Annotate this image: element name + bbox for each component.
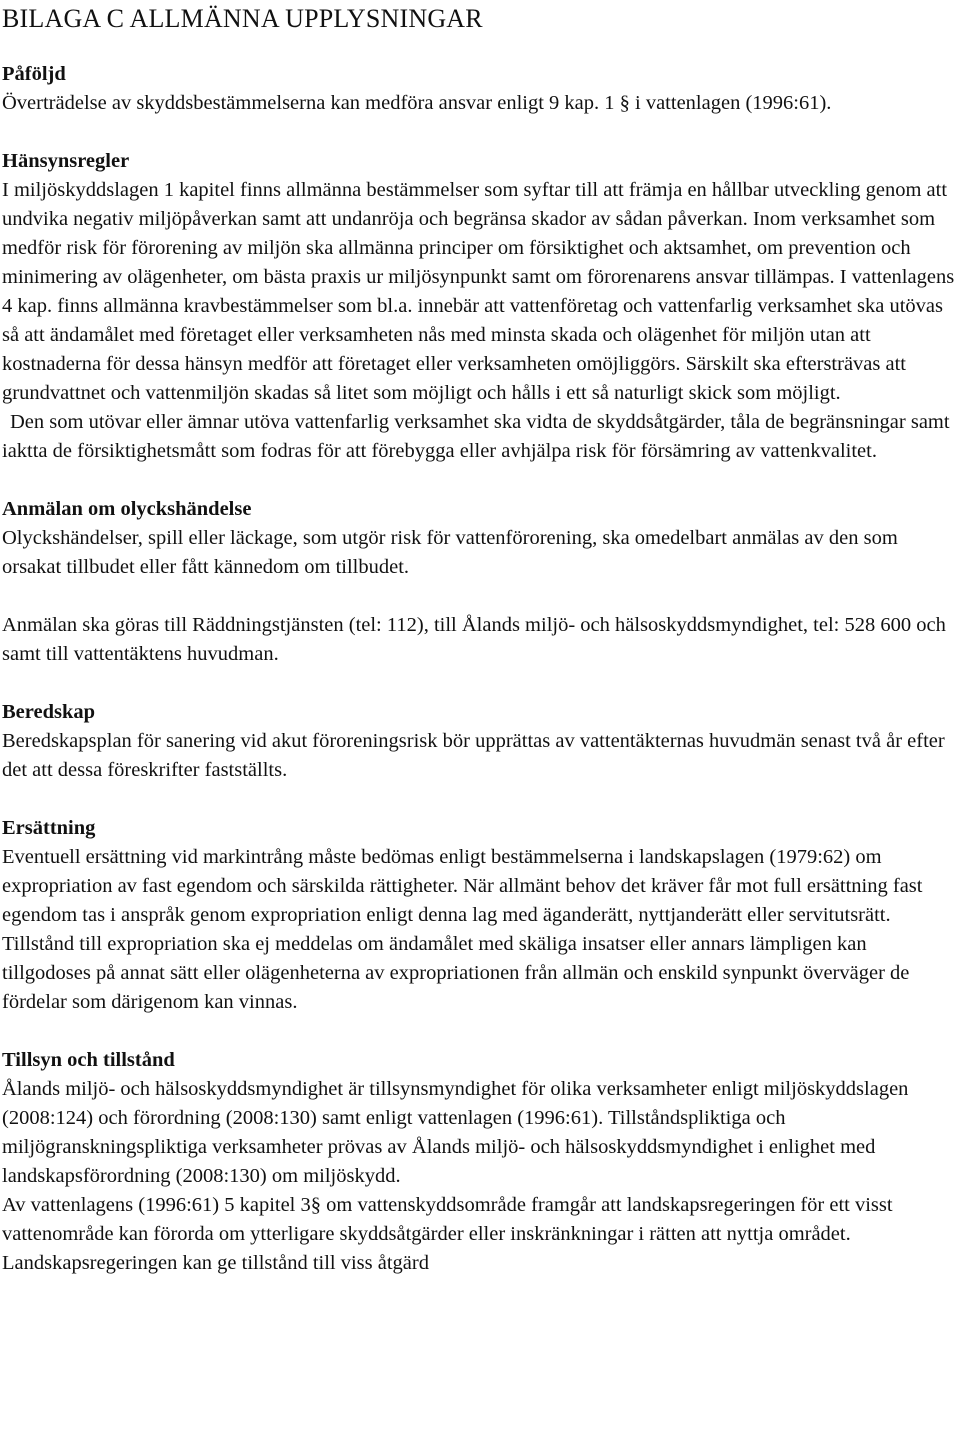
section-paragraph: Den som utövar eller ämnar utöva vattenfarlig verksamhet ska vidta de skyddsåtgärder, tåla de begränsningar samt iaktta de försiktighetsmått som fodras för att förebygga eller avhjälpa risk för försämring av vattenkvalitet. (2, 411, 950, 462)
section-heading: Anmälan om olyckshändelse (2, 498, 252, 520)
section-hansynsregler (2, 147, 956, 466)
section-paragraph: Eventuell ersättning vid markintrång måste bedömas enligt bestämmelserna i landskapslagen (1979:62) om expropriation av fast egendom och särskilda rättigheter. När allmänt behov det kräver får mot full ersättning fast egendom tas i anspråk genom expropriation enligt denna lag med äganderätt, nyttjanderätt eller servitutsrätt. Tillstånd till expropriation ska ej meddelas om ändamålet med skäliga insatser eller annars lämpligen kan tillgodoses på annat sätt eller olägenheterna av expropriationen från allmän och enskild synpunkt överväger de fördelar som därigenom kan vinnas. (2, 846, 923, 1013)
section-ersattning (2, 814, 956, 1017)
section-anmalan (2, 495, 956, 669)
section-pafoljd (2, 60, 956, 118)
section-beredskap (2, 698, 956, 785)
document-title: BILAGA C ALLMÄNNA UPPLYSNINGAR (2, 4, 483, 33)
section-tillsyn (2, 1046, 956, 1278)
section-paragraph: Av vattenlagens (1996:61) 5 kapitel 3§ om vattenskyddsområde framgår att landskapsregeringen för ett visst vattenområde kan förorda om ytterligare skyddsåtgärder eller inskränkningar i rätten att nyttja området. Landskapsregeringen kan ge tillstånd till viss åtgärd (2, 1194, 893, 1274)
section-paragraph: Anmälan ska göras till Räddningstjänsten (tel: 112), till Ålands miljö- och hälsoskyddsmyndighet, tel: 528 600 och samt till vattentäktens huvudman. (2, 614, 946, 665)
section-heading: Påföljd (2, 63, 66, 85)
spacer (2, 785, 956, 814)
spacer (2, 466, 956, 495)
spacer (2, 118, 956, 147)
section-paragraph: Beredskapsplan för sanering vid akut föroreningsrisk bör upprättas av vattentäkternas huvudmän senast två år efter det att dessa föreskrifter fastställts. (2, 730, 945, 781)
section-heading: Ersättning (2, 817, 96, 839)
spacer (2, 1017, 956, 1046)
section-paragraph: Olyckshändelser, spill eller läckage, som utgör risk för vattenförorening, ska omedelbart anmälas av den som orsakat tillbudet eller fått kännedom om tillbudet. (2, 527, 898, 578)
section-heading: Tillsyn och tillstånd (2, 1049, 175, 1071)
section-paragraph: Ålands miljö- och hälsoskyddsmyndighet är tillsynsmyndighet för olika verksamheter enligt miljöskyddslagen (2008:124) och förordning (2008:130) samt enligt vattenlagen (1996:61). Tillståndspliktiga och miljögranskningspliktiga verksamheter prövas av Ålands miljö- och hälsoskyddsmyndighet i enlighet med landskapsförordning (2008:130) om miljöskydd. (2, 1078, 909, 1187)
section-heading: Hänsynsregler (2, 150, 130, 172)
section-paragraph: Överträdelse av skyddsbestämmelserna kan medföra ansvar enligt 9 kap. 1 § i vattenlagen (1996:61). (2, 92, 832, 114)
spacer (2, 669, 956, 698)
section-paragraph: I miljöskyddslagen 1 kapitel finns allmänna bestämmelser som syftar till att främja en hållbar utveckling genom att undvika negativ miljöpåverkan samt att undanröja och begränsa skador av sådan påverkan. Inom verksamhet som medför risk för förorening av miljön ska allmänna principer om försiktighet och aktsamhet, om prevention och minimering av olägenheter, om bästa praxis ur miljösynpunkt samt om förorenarens ansvar tillämpas. I vattenlagens 4 kap. finns allmänna kravbestämmelser som bl.a. innebär att vattenföretag och vattenfarlig verksamhet ska utövas så att ändamålet med företaget eller verksamheten nås med minsta skada och olägenhet för miljön utan att kostnaderna för dessa hänsyn medför att företaget eller verksamheten omöjliggörs. Särskilt ska eftersträvas att grundvattnet och vattenmiljön skadas så litet som möjligt och hålls i ett så naturligt skick som möjligt. (2, 179, 955, 404)
section-heading: Beredskap (2, 701, 96, 723)
spacer (2, 582, 956, 611)
